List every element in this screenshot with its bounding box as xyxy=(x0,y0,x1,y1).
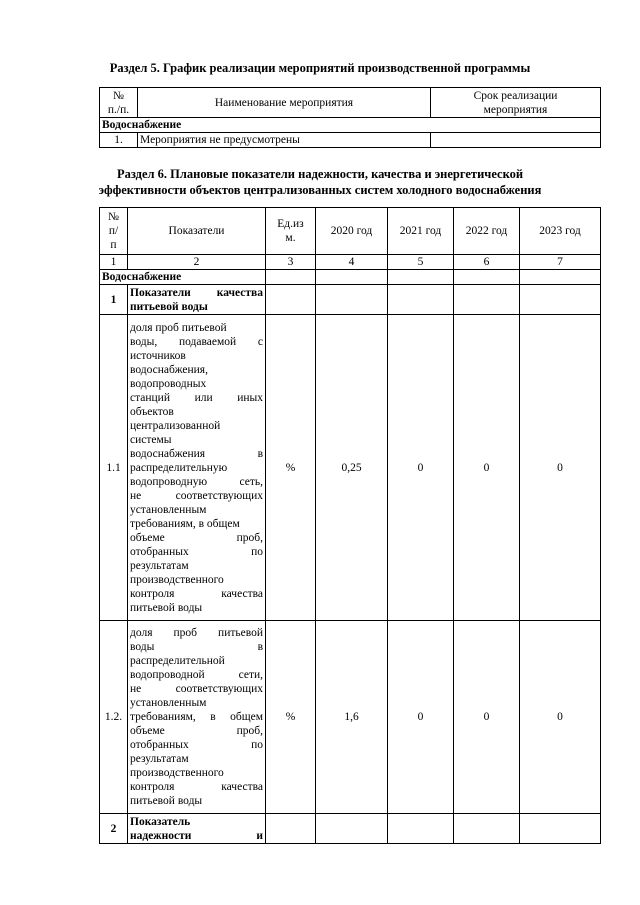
col-number: 5 xyxy=(388,255,454,270)
section5-title: Раздел 5. График реализации мероприятий производственной программы xyxy=(109,61,531,75)
group-label: Водоснабжение xyxy=(100,118,601,133)
empty-cell xyxy=(266,285,316,315)
row-num: 2 xyxy=(100,814,128,844)
group-row xyxy=(100,118,601,133)
empty-cell xyxy=(520,285,601,315)
empty-cell xyxy=(520,814,601,844)
row-indicator: Показатель надежности и xyxy=(128,814,266,844)
row-value-2021: 0 xyxy=(388,621,454,814)
section6-title-line1: Раздел 6. Плановые показатели надежности, качества и энергетической xyxy=(116,167,524,181)
header-num: № п./п. xyxy=(100,88,138,118)
row-value-2021: 0 xyxy=(388,315,454,621)
empty-cell xyxy=(316,285,388,315)
empty-cell xyxy=(316,270,388,285)
row-value-2023: 0 xyxy=(520,315,601,621)
empty-cell xyxy=(454,270,520,285)
section6-title-line2: эффективности объектов централизованных систем холодного водоснабжения xyxy=(98,183,542,197)
row-unit: % xyxy=(266,315,316,621)
section6-table xyxy=(99,207,601,844)
empty-cell xyxy=(388,270,454,285)
row-name: Мероприятия не предусмотрены xyxy=(138,133,431,148)
row-num: 1 xyxy=(100,285,128,315)
empty-cell xyxy=(266,270,316,285)
header-term: Срок реализации мероприятия xyxy=(431,88,601,118)
header-2022: 2022 год xyxy=(454,208,520,255)
row-term xyxy=(431,133,601,148)
empty-cell xyxy=(454,814,520,844)
header-indicator: Показатели xyxy=(128,208,266,255)
table-header-row xyxy=(100,208,601,255)
header-2023: 2023 год xyxy=(520,208,601,255)
empty-cell xyxy=(266,814,316,844)
row-value-2022: 0 xyxy=(454,315,520,621)
col-number: 6 xyxy=(454,255,520,270)
header-name: Наименование мероприятия xyxy=(138,88,431,118)
section5-table xyxy=(99,87,601,148)
row-value-2023: 0 xyxy=(520,621,601,814)
table-row xyxy=(100,285,601,315)
header-num: № п/ п xyxy=(100,208,128,255)
table-row xyxy=(100,621,601,814)
table-row xyxy=(100,315,601,621)
header-2021: 2021 год xyxy=(388,208,454,255)
col-number: 4 xyxy=(316,255,388,270)
col-number: 1 xyxy=(100,255,128,270)
row-num: 1. xyxy=(100,133,138,148)
empty-cell xyxy=(454,285,520,315)
group-row xyxy=(100,270,601,285)
row-indicator: доля проб питьевой воды, подаваемой с источников водоснабжения, водопроводных станций или иных объектов централизованной системы водоснабжения в распределительную водопроводную сеть, не соответствующих установленным требованиям, в общем объеме проб, отобранных по результатам производственного контроля качества питьевой воды xyxy=(128,315,266,621)
row-unit: % xyxy=(266,621,316,814)
row-num: 1.2. xyxy=(100,621,128,814)
group-label: Водоснабжение xyxy=(100,270,266,285)
row-value-2020: 1,6 xyxy=(316,621,388,814)
row-num: 1.1 xyxy=(100,315,128,621)
header-2020: 2020 год xyxy=(316,208,388,255)
table-header-row xyxy=(100,88,601,118)
empty-cell xyxy=(520,270,601,285)
column-numbers-row xyxy=(100,255,601,270)
empty-cell xyxy=(316,814,388,844)
row-indicator: доля проб питьевой воды в распределительной водопроводной сети, не соответствующих установленным требованиям, в общем объеме проб, отобранных по результатам производственного контроля качества питьевой воды xyxy=(128,621,266,814)
table-row xyxy=(100,814,601,844)
empty-cell xyxy=(388,285,454,315)
col-number: 3 xyxy=(266,255,316,270)
col-number: 7 xyxy=(520,255,601,270)
header-unit: Ед.из м. xyxy=(266,208,316,255)
col-number: 2 xyxy=(128,255,266,270)
table-row xyxy=(100,133,601,148)
empty-cell xyxy=(388,814,454,844)
row-indicator: Показатели качества питьевой воды xyxy=(128,285,266,315)
row-value-2020: 0,25 xyxy=(316,315,388,621)
row-value-2022: 0 xyxy=(454,621,520,814)
